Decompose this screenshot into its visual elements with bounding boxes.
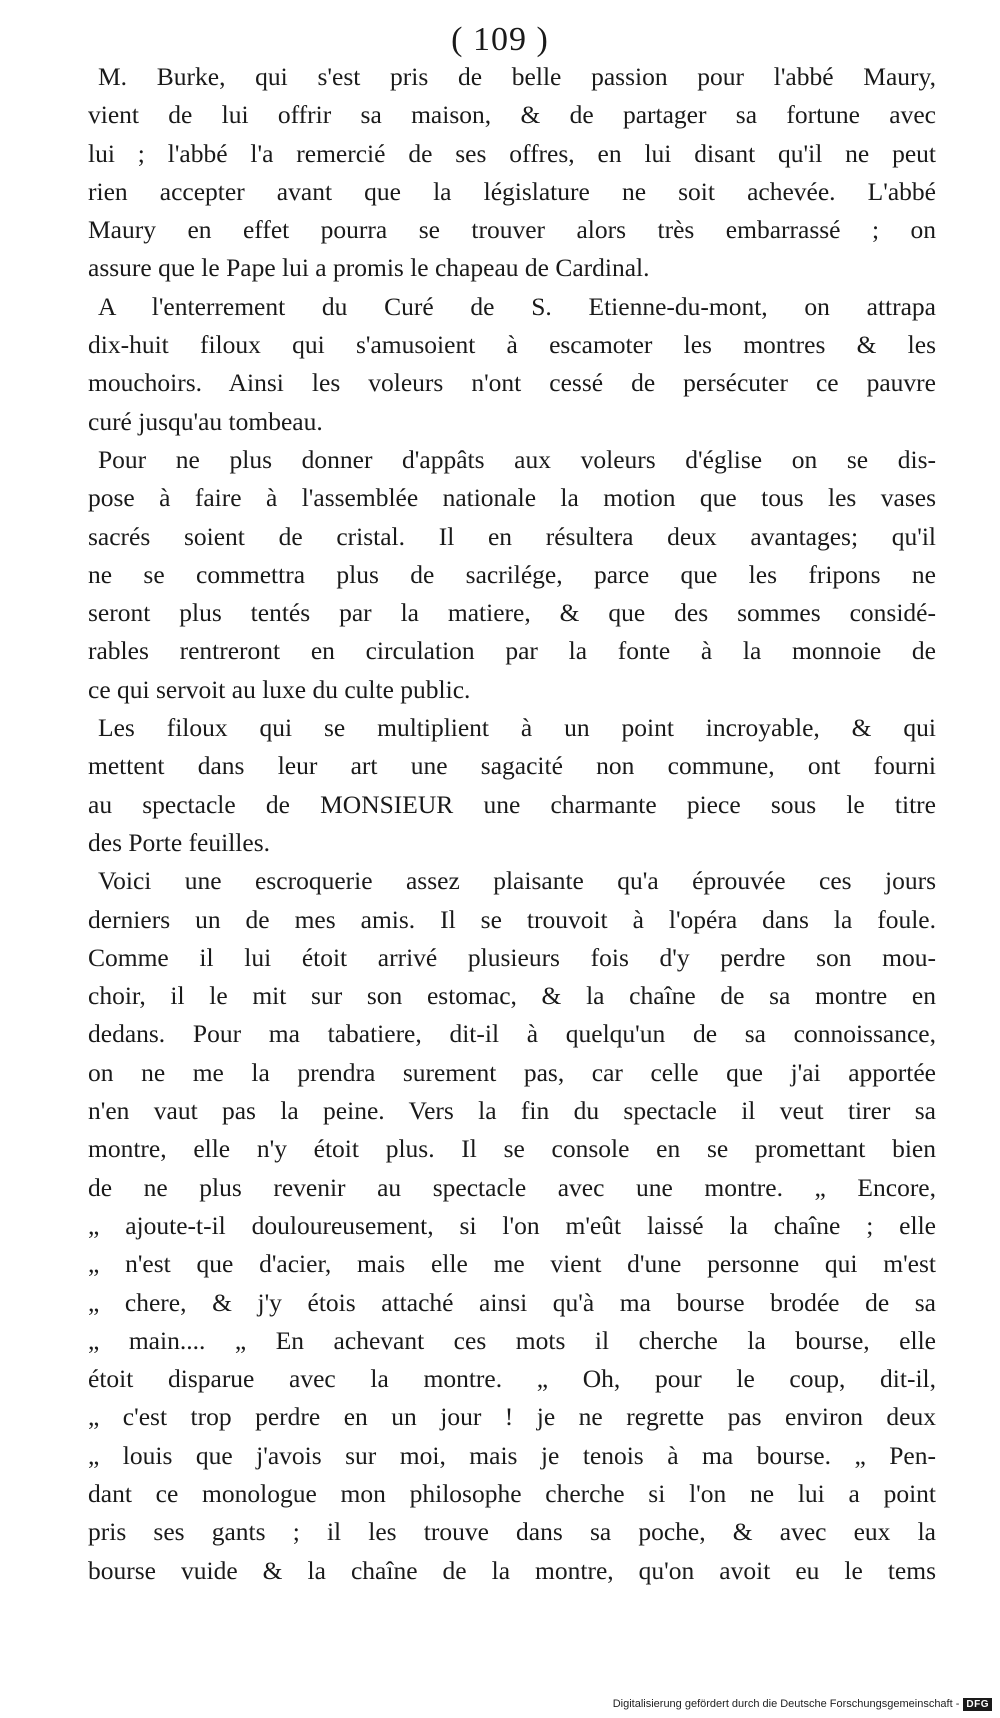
digitization-credit [613,1696,992,1712]
page-number: ( 109 ) [451,21,549,58]
text-line: ce qui servoit au luxe du culte public. [88,674,471,704]
text-line: Les filoux qui se multiplient à un point incroyable, & qui [98,713,936,743]
text-line: des Porte feuilles. [88,827,270,857]
text-line: Maury en effet pourra se trouver alors très embarrassé ; on [88,215,936,245]
text-line: derniers un de mes amis. Il se trouvoit à l'opéra dans la foule. [88,904,936,934]
text-line: on ne me la prendra surement pas, car celle que j'ai apportée [88,1057,936,1087]
text-line: mouchoirs. Ainsi les voleurs n'ont cessé de persécuter ce pauvre [88,368,936,398]
body-text [88,58,936,1590]
text-line: de ne plus revenir au spectacle avec une montre. „ Encore, [88,1172,936,1202]
text-line: „ ajoute-t-il douloureusement, si l'on m'eût laissé la chaîne ; elle [88,1210,936,1240]
text-line: mettent dans leur art une sagacité non commune, ont fourni [88,751,936,781]
text-line: sacrés soient de cristal. Il en résultera deux avantages; qu'il [88,521,936,551]
text-line: assure que le Pape lui a promis le chapeau de Cardinal. [88,253,650,283]
text-line: Pour ne plus donner d'appâts aux voleurs d'église on se dis- [98,444,936,474]
text-line: pris ses gants ; il les trouve dans sa poche, & avec eux la [88,1517,936,1547]
text-line: „ c'est trop perdre en un jour ! je ne regrette pas environ deux [88,1402,936,1432]
text-line: „ chere, & j'y étois attaché ainsi qu'à ma bourse brodée de sa [88,1287,936,1317]
text-line: étoit disparue avec la montre. „ Oh, pour le coup, dit-il, [88,1364,936,1394]
text-line: choir, il le mit sur son estomac, & la chaîne de sa montre en [88,981,936,1011]
text-line: montre, elle n'y étoit plus. Il se console en se promettant bien [88,1134,936,1164]
text-line: „ main.... „ En achevant ces mots il cherche la bourse, elle [88,1325,936,1355]
text-line: Comme il lui étoit arrivé plusieurs fois d'y perdre son mou- [88,942,936,972]
text-line: „ louis que j'avois sur moi, mais je tenois à ma bourse. „ Pen- [88,1440,936,1470]
text-line: pose à faire à l'assemblée nationale la motion que tous les vases [88,483,936,513]
text-line: dix-huit filoux qui s'amusoient à escamoter les montres & les [88,330,936,360]
credit-text: Digitalisierung gefördert durch die Deutsche Forschungsgemeinschaft - [612,1698,960,1710]
text-line: seront plus tentés par la matiere, & que des sommes considé- [88,598,936,628]
text-line: n'en vaut pas la peine. Vers la fin du spectacle il veut tirer sa [88,1096,936,1126]
text-line: dedans. Pour ma tabatiere, dit-il à quelqu'un de sa connoissance, [88,1019,936,1049]
text-line: M. Burke, qui s'est pris de belle passion pour l'abbé Maury, [98,62,936,91]
text-line: lui ; l'abbé l'a remercié de ses offres, en lui disant qu'il ne peut [88,138,936,168]
text-line: „ n'est que d'acier, mais elle me vient d'une personne qui m'est [88,1249,936,1279]
text-line: vient de lui offrir sa maison, & de partager sa fortune avec [88,100,936,130]
text-line: rien accepter avant que la législature ne soit achevée. L'abbé [88,176,936,206]
text-line: au spectacle de MONSIEUR une charmante piece sous le titre [88,789,936,819]
text-line: Voici une escroquerie assez plaisante qu'a éprouvée ces jours [98,866,936,896]
text-line: bourse vuide & la chaîne de la montre, qu'on avoit eu le tems [88,1555,936,1585]
text-line: A l'enterrement du Curé de S. Etienne-du-mont, on attrapa [98,291,936,321]
text-line: ne se commettra plus de sacrilége, parce que les fripons ne [88,559,936,589]
text-line: rables rentreront en circulation par la fonte à la monnoie de [88,636,936,666]
dfg-logo-icon: DFG [963,1698,992,1711]
text-line: curé jusqu'au tombeau. [88,406,323,436]
text-line: dant ce monologue mon philosophe cherche si l'on ne lui a point [88,1478,936,1508]
